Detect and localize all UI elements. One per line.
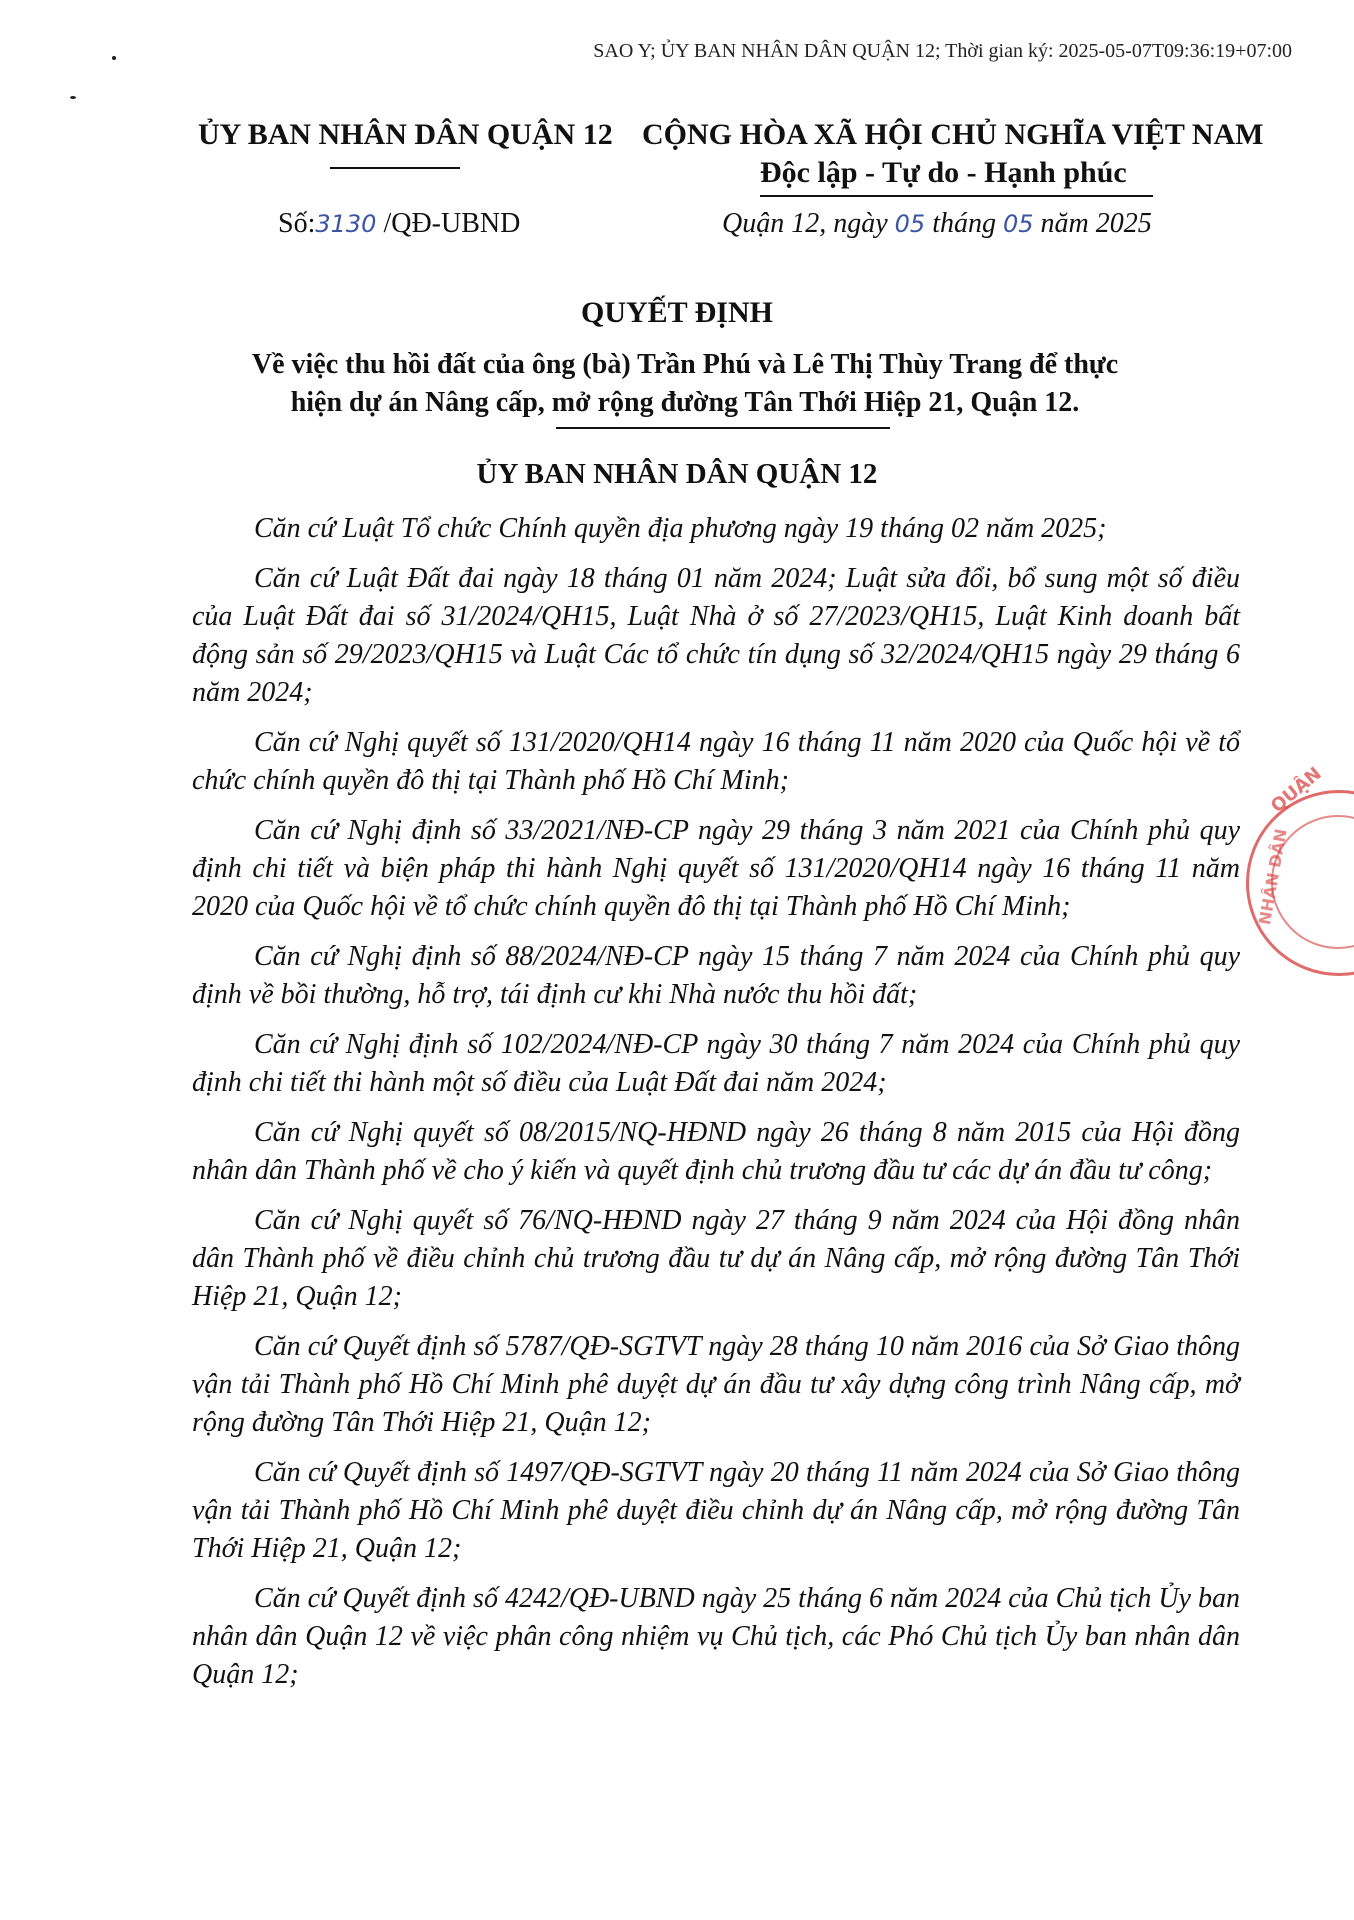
national-motto: Độc lập - Tự do - Hạnh phúc xyxy=(760,156,1127,189)
official-seal xyxy=(1246,763,1354,976)
number-prefix: Số: xyxy=(278,208,316,239)
date-place: Quận 12, ngày xyxy=(722,208,888,239)
decision-subject xyxy=(150,346,1220,422)
subject-underline xyxy=(556,427,890,429)
handwritten-month: 05 xyxy=(1002,210,1034,238)
legal-basis-paragraph: Căn cứ Luật Đất đai ngày 18 tháng 01 năm 2024; Luật sửa đổi, bổ sung một số điều của Luật Đất đai số 31/2024/QH15, Luật Nhà ở số 27/2023/QH15, Luật Kinh doanh bất động sản số 29/2023/QH15 và Luật Các tổ chức tín dụng số 32/2024/QH15 ngày 29 tháng 6 năm 2024; xyxy=(192,563,1240,708)
legal-bases xyxy=(192,510,1240,1706)
digital-copy-stamp: SAO Y; ỦY BAN NHÂN DÂN QUẬN 12; Thời gian ký: 2025-05-07T09:36:19+07:00 xyxy=(593,40,1292,62)
legal-basis-paragraph: Căn cứ Nghị định số 88/2024/NĐ-CP ngày 15 tháng 7 năm 2024 của Chính phủ quy định về bồi thường, hỗ trợ, tái định cư khi Nhà nước thu hồi đất; xyxy=(192,941,1240,1010)
legal-basis-paragraph: Căn cứ Quyết định số 5787/QĐ-SGTVT ngày 28 tháng 10 năm 2016 của Sở Giao thông vận tải Thành phố Hồ Chí Minh phê duyệt dự án đầu tư xây dựng công trình Nâng cấp, mở rộng đường Tân Thới Hiệp 21, Quận 12; xyxy=(192,1331,1240,1438)
scan-speck xyxy=(112,56,116,60)
scan-speck xyxy=(70,96,76,99)
legal-basis-paragraph: Căn cứ Nghị quyết số 76/NQ-HĐND ngày 27 tháng 9 năm 2024 của Hội đồng nhân dân Thành phố về điều chỉnh chủ trương đầu tư dự án Nâng cấp, mở rộng đường Tân Thới Hiệp 21, Quận 12; xyxy=(192,1205,1240,1312)
document-number xyxy=(278,208,520,240)
legal-basis-paragraph: Căn cứ Quyết định số 4242/QĐ-UBND ngày 25 tháng 6 năm 2024 của Chủ tịch Ủy ban nhân dân Quận 12 về việc phân công nhiệm vụ Chủ tịch, các Phó Chủ tịch Ủy ban nhân dân Quận 12; xyxy=(192,1583,1240,1690)
legal-basis-paragraph: Căn cứ Nghị định số 33/2021/NĐ-CP ngày 29 tháng 3 năm 2021 của Chính phủ quy định chi tiết và biện pháp thi hành Nghị quyết số 131/2020/QH14 ngày 16 tháng 11 năm 2020 của Quốc hội về tổ chức chính quyền đô thị tại Thành phố Hồ Chí Minh; xyxy=(192,815,1240,922)
issuer-underline xyxy=(330,167,460,169)
seal-lettering: QUẬN xyxy=(1267,763,1326,818)
legal-basis-paragraph: Căn cứ Luật Tổ chức Chính quyền địa phương ngày 19 tháng 02 năm 2025; xyxy=(254,513,1107,544)
motto-underline xyxy=(760,195,1153,197)
date-year-label: năm 2025 xyxy=(1040,208,1152,239)
subject-line: hiện dự án Nâng cấp, mở rộng đường Tân Thới Hiệp 21, Quận 12. xyxy=(290,387,1080,418)
legal-basis-paragraph: Căn cứ Nghị quyết số 131/2020/QH14 ngày 16 tháng 11 năm 2020 của Quốc hội về tổ chức chính quyền đô thị tại Thành phố Hồ Chí Minh; xyxy=(192,727,1240,796)
handwritten-day: 05 xyxy=(894,210,926,238)
number-suffix: /QĐ-UBND xyxy=(376,208,521,239)
seal-lettering: NHÂN DÂN xyxy=(1255,827,1291,927)
authority-heading: ỦY BAN NHÂN DÂN QUẬN 12 xyxy=(476,458,878,490)
issuer-name: ỦY BAN NHÂN DÂN QUẬN 12 xyxy=(198,118,613,151)
date-month-label: tháng xyxy=(932,208,996,239)
document-date xyxy=(722,208,1152,240)
decision-title: QUYẾT ĐỊNH xyxy=(581,296,773,329)
handwritten-number: 3130 xyxy=(315,210,377,238)
subject-line: Về việc thu hồi đất của ông (bà) Trần Phú và Lê Thị Thùy Trang để thực xyxy=(251,349,1119,380)
nation-name: CỘNG HÒA XÃ HỘI CHỦ NGHĨA VIỆT NAM xyxy=(642,118,1264,151)
legal-basis-paragraph: Căn cứ Nghị quyết số 08/2015/NQ-HĐND ngày 26 tháng 8 năm 2015 của Hội đồng nhân dân Thành phố về cho ý kiến và quyết định chủ trương đầu tư các dự án đầu tư công; xyxy=(192,1117,1240,1186)
legal-basis-paragraph: Căn cứ Nghị định số 102/2024/NĐ-CP ngày 30 tháng 7 năm 2024 của Chính phủ quy định chi tiết thi hành một số điều của Luật Đất đai năm 2024; xyxy=(192,1029,1240,1098)
legal-basis-paragraph: Căn cứ Quyết định số 1497/QĐ-SGTVT ngày 20 tháng 11 năm 2024 của Sở Giao thông vận tải Thành phố Hồ Chí Minh phê duyệt điều chỉnh dự án Nâng cấp, mở rộng đường Tân Thới Hiệp 21, Quận 12; xyxy=(192,1457,1240,1564)
